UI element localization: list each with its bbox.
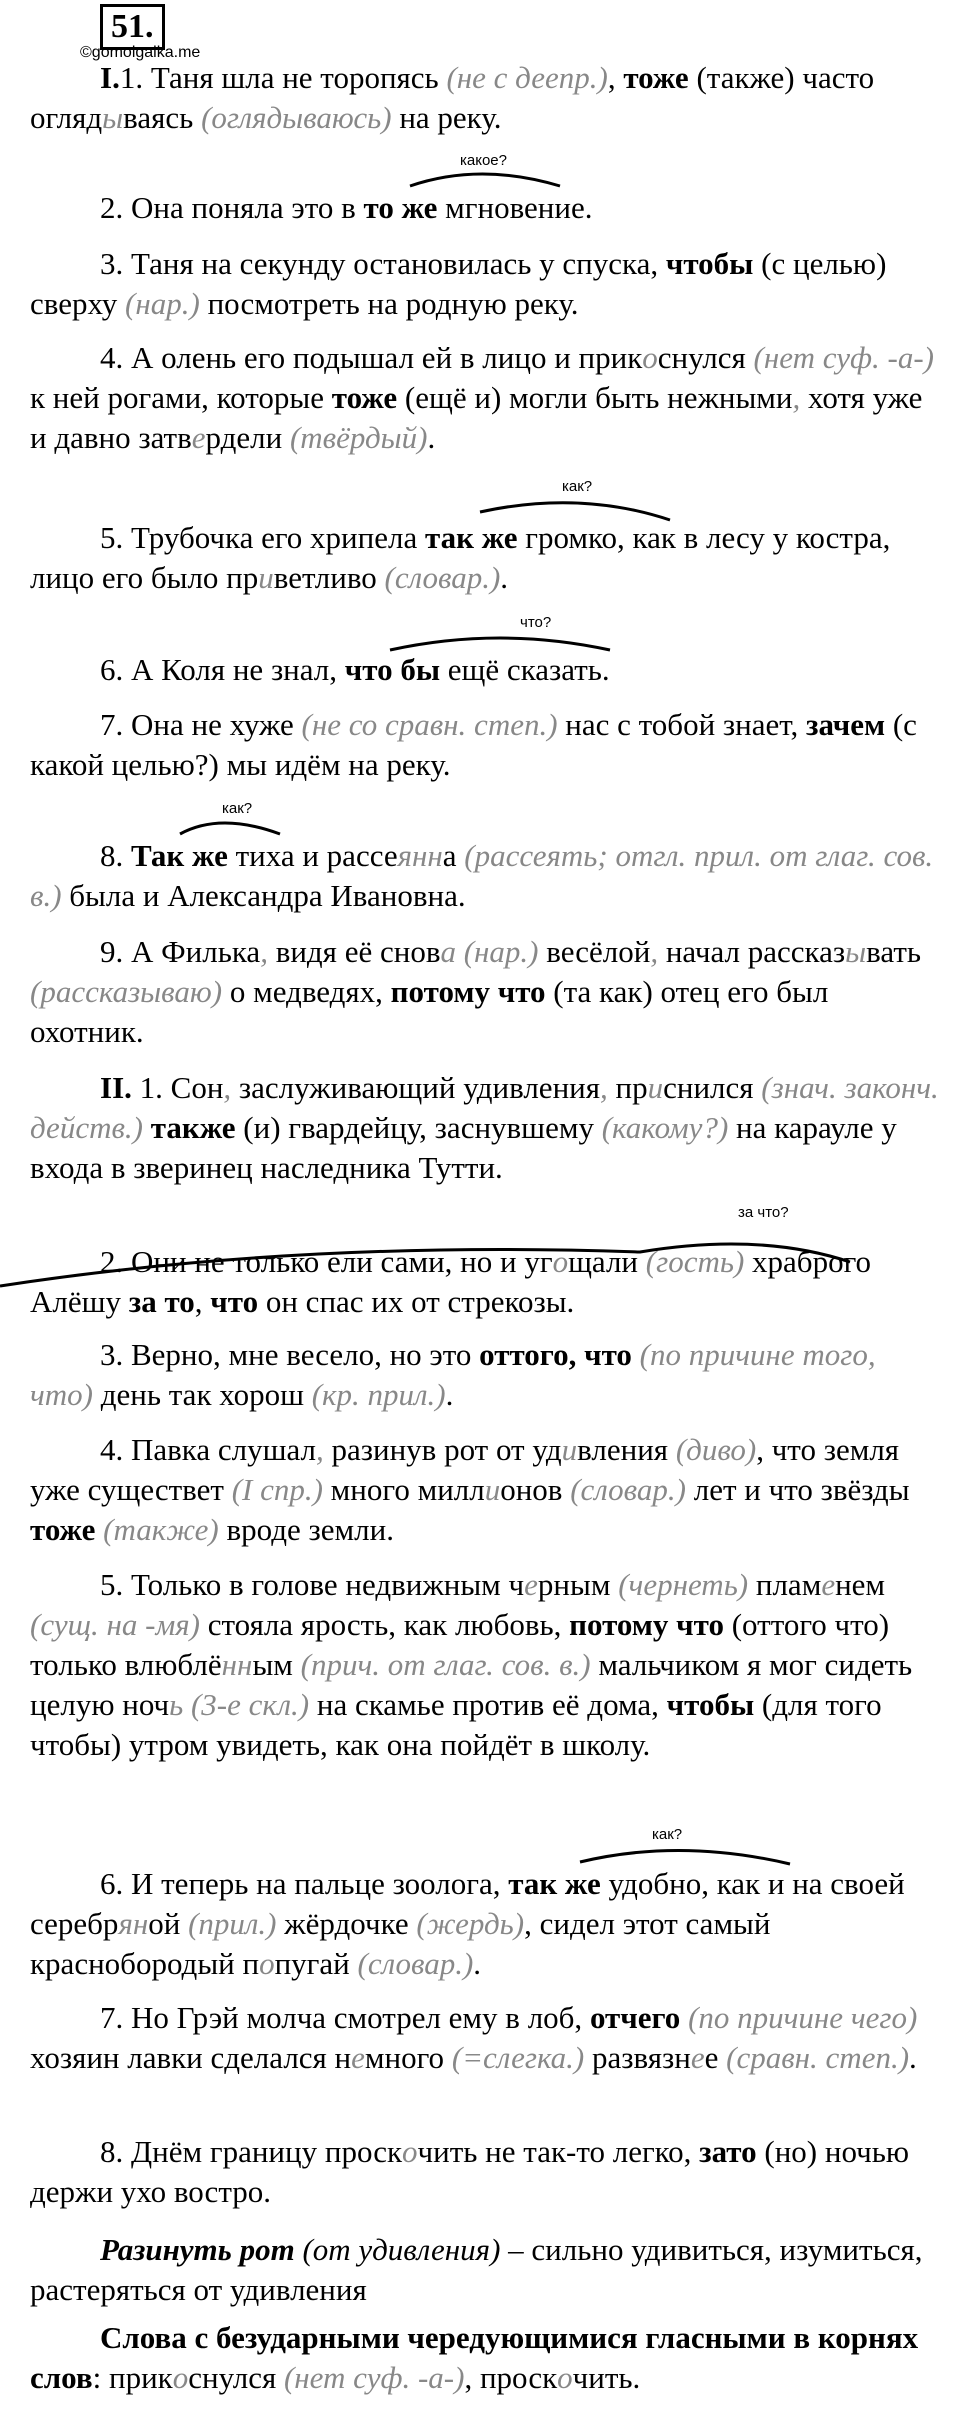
text-run: заслуживающий удивления bbox=[231, 1070, 601, 1105]
text-run: (знач. законч. действ.) bbox=[30, 1070, 939, 1145]
text-run: (3-е скл.) bbox=[190, 1687, 310, 1722]
text-run: ь bbox=[169, 1687, 184, 1722]
text-run: (прил.) bbox=[188, 1906, 277, 1941]
text-run: чить. bbox=[572, 2360, 641, 2395]
text-run: посмотреть на родную реку. bbox=[199, 286, 579, 321]
text-run: была и Александра Ивановна. bbox=[61, 878, 466, 913]
text-run: за то bbox=[128, 1284, 195, 1319]
text-run: (с целью) сверху bbox=[30, 246, 887, 321]
text-run: (кр. прил.) bbox=[311, 1377, 446, 1412]
text-run: , bbox=[260, 934, 268, 969]
text-run: (словар.) bbox=[570, 1472, 686, 1507]
text-run: рдели bbox=[205, 420, 290, 455]
paragraph-7 bbox=[30, 705, 940, 785]
text-run: щали bbox=[568, 1244, 646, 1279]
question-label: какое? bbox=[460, 152, 507, 169]
paragraph-9 bbox=[30, 932, 940, 1052]
text-run: (I спр.) bbox=[231, 1472, 323, 1507]
text-run: так же bbox=[424, 520, 518, 555]
text-run: (твёрдый) bbox=[289, 420, 428, 455]
paragraph-2 bbox=[30, 188, 940, 228]
paragraph-12 bbox=[30, 1335, 940, 1415]
text-run: тоже bbox=[623, 60, 689, 95]
text-run: (не со сравн. степ.) bbox=[301, 707, 558, 742]
text-run: пугай bbox=[274, 1946, 358, 1981]
text-run: на карауле у входа в зверинец наследника Тутти. bbox=[30, 1110, 897, 1185]
text-run: о медведях, bbox=[222, 974, 391, 1009]
text-run: к ней рогами, которые bbox=[30, 380, 332, 415]
text-run: Слова с безударными чередующимися гласными в корнях слов bbox=[30, 2320, 919, 2395]
text-run: 8. bbox=[100, 838, 131, 873]
text-run: , bbox=[194, 1284, 211, 1319]
question-label: как? bbox=[652, 1826, 683, 1843]
text-run: ы bbox=[102, 100, 124, 135]
question-arc bbox=[390, 638, 610, 650]
text-run: (для того чтобы) утром увидеть, как она пойдёт в школу. bbox=[30, 1687, 882, 1762]
text-run: ы bbox=[845, 934, 867, 969]
text-run: громко, как в лесу у костра, лицо его было пр bbox=[30, 520, 891, 595]
text-run: много bbox=[364, 2040, 452, 2075]
watermark: ©gomolgalka.me bbox=[80, 44, 201, 61]
text-run bbox=[224, 1472, 232, 1507]
text-run: хозяин лавки сделался н bbox=[30, 2040, 352, 2075]
text-run: Разинуть рот bbox=[100, 2232, 295, 2267]
question-label: что? bbox=[520, 614, 552, 631]
text-run: : прик bbox=[92, 2360, 173, 2395]
text-run: а bbox=[440, 934, 456, 969]
text-run: о bbox=[259, 1946, 275, 1981]
question-label: как? bbox=[222, 800, 253, 817]
text-run bbox=[632, 1337, 640, 1372]
text-run: чить не так-то легко, bbox=[417, 2134, 700, 2169]
text-run: ян bbox=[118, 1906, 149, 1941]
text-run: на реку. bbox=[391, 100, 502, 135]
text-run: (прич. от глаг. сов. в.) bbox=[300, 1647, 591, 1682]
text-run: онов bbox=[500, 1472, 571, 1507]
text-run: (словар.) bbox=[384, 560, 501, 595]
text-run: мгновение. bbox=[437, 190, 593, 225]
text-run: 5. Трубочка его хрипела bbox=[100, 520, 425, 555]
text-run: (не с деепр.) bbox=[446, 60, 608, 95]
paragraph-17 bbox=[30, 2132, 940, 2212]
text-run bbox=[183, 1687, 191, 1722]
exercise-number: 51. bbox=[100, 4, 165, 50]
text-run: (=слегка.) bbox=[451, 2040, 585, 2075]
text-run: (оттого что) только влюблё bbox=[30, 1607, 890, 1682]
text-run: (сравн. степ.) bbox=[726, 2040, 910, 2075]
text-run bbox=[95, 1512, 103, 1547]
text-run: мальчиком я мог сидеть целую ноч bbox=[30, 1647, 913, 1722]
text-run: так же bbox=[508, 1866, 601, 1901]
text-run: хотя уже и давно затв bbox=[30, 380, 923, 455]
text-run: е bbox=[191, 420, 206, 455]
text-run: , bbox=[600, 1070, 608, 1105]
question-arc bbox=[580, 1850, 790, 1864]
text-run: о bbox=[557, 2360, 573, 2395]
paragraph-15 bbox=[30, 1864, 940, 1984]
paragraph-18 bbox=[30, 2230, 940, 2310]
text-run: (и) гвардейцу, заснувш bbox=[235, 1110, 546, 1145]
question-arc bbox=[180, 823, 280, 834]
text-run: видя её снов bbox=[267, 934, 441, 969]
text-run: нас с тобой знает, bbox=[557, 707, 806, 742]
text-run: е bbox=[704, 2040, 727, 2075]
paragraph-14 bbox=[30, 1565, 940, 1765]
text-run: о bbox=[402, 2134, 418, 2169]
text-run: 7. Она не хуже bbox=[100, 707, 302, 742]
text-run: е bbox=[821, 1567, 836, 1602]
text-run: на скамье против её дома, bbox=[309, 1687, 667, 1722]
text-run: ой bbox=[148, 1906, 189, 1941]
text-run: – сильно удивиться, изумиться, растеряться от удивления bbox=[30, 2232, 923, 2307]
text-run: и bbox=[647, 1070, 664, 1105]
text-run: чтобы bbox=[665, 246, 754, 281]
text-run: Так же bbox=[131, 838, 228, 873]
text-run: стояла ярость, как любовь, bbox=[200, 1607, 570, 1642]
text-run: ваясь bbox=[123, 100, 202, 135]
text-run: . bbox=[473, 1946, 482, 1981]
text-run: потому что bbox=[390, 974, 546, 1009]
question-label: за что? bbox=[738, 1204, 789, 1221]
text-run: янн bbox=[397, 838, 443, 873]
paragraph-11 bbox=[30, 1242, 940, 1322]
paragraph-4 bbox=[30, 338, 940, 458]
text-run: (рассказываю) bbox=[30, 974, 223, 1009]
text-run: снулся bbox=[188, 2360, 284, 2395]
text-run: лет и что звёзды bbox=[686, 1472, 910, 1507]
text-run: жёрдочке bbox=[276, 1906, 417, 1941]
text-run: 5. Только в голове недвижным ч bbox=[100, 1567, 525, 1602]
text-run: 3. Верно, мне весело, но это bbox=[100, 1337, 480, 1372]
text-run: (оглядываюсь) bbox=[201, 100, 392, 135]
text-run: , что земля уже существ bbox=[30, 1432, 900, 1507]
text-run: снулся bbox=[657, 340, 754, 375]
question-arc bbox=[410, 174, 560, 186]
text-run: (диво) bbox=[675, 1432, 757, 1467]
paragraph-3 bbox=[30, 244, 940, 324]
question-label: как? bbox=[562, 478, 593, 495]
paragraph-5 bbox=[30, 518, 940, 598]
text-run: , bbox=[607, 60, 624, 95]
text-run: , bbox=[792, 380, 801, 415]
text-run: то же bbox=[363, 190, 438, 225]
text-run: плам bbox=[748, 1567, 822, 1602]
text-run: (гость) bbox=[645, 1244, 745, 1279]
text-run: (нар.) bbox=[463, 934, 539, 969]
text-run: (с какой целью?) мы идём на реку. bbox=[30, 707, 917, 782]
text-run: (чернеть) bbox=[618, 1567, 749, 1602]
text-run bbox=[594, 1110, 602, 1145]
text-run: (по причине того, что) bbox=[30, 1337, 876, 1412]
text-run: пр bbox=[607, 1070, 648, 1105]
text-run: зачем bbox=[806, 707, 886, 742]
text-run: , bbox=[650, 934, 659, 969]
text-run: о bbox=[552, 1244, 569, 1279]
text-run: е bbox=[351, 2040, 365, 2075]
text-run: и bbox=[484, 1472, 501, 1507]
text-run: что бы bbox=[344, 652, 441, 687]
text-run: удобно, как и на своей серебр bbox=[30, 1866, 905, 1941]
paragraph-1 bbox=[30, 58, 940, 138]
text-run: (сущ. на -мя) bbox=[30, 1607, 201, 1642]
text-run: (по причине чего) bbox=[688, 2000, 918, 2035]
text-run: . bbox=[427, 420, 436, 455]
text-run: 3. Таня на секунду остановилась у спуска, bbox=[100, 246, 666, 281]
text-run: ет bbox=[196, 1472, 224, 1507]
text-run: потому что bbox=[569, 1607, 724, 1642]
text-run: снился bbox=[663, 1070, 762, 1105]
text-run: (также) bbox=[103, 1512, 219, 1547]
text-run: . bbox=[909, 2040, 917, 2075]
text-run: вроде земли. bbox=[218, 1512, 394, 1547]
text-run: о bbox=[172, 2360, 189, 2395]
text-run: (но) ночью держи ухо востро. bbox=[30, 2134, 910, 2209]
text-run: ым bbox=[252, 1647, 301, 1682]
text-run: 6. И теперь на пальце зоолога, bbox=[100, 1866, 509, 1901]
text-run: зато bbox=[699, 2134, 757, 2169]
text-run: , проск bbox=[464, 2360, 558, 2395]
text-run: тиха и рассе bbox=[227, 838, 398, 873]
text-run: 7. Но Грэй молча смотрел ему в лоб, bbox=[100, 2000, 590, 2035]
text-run: (жердь) bbox=[416, 1906, 525, 1941]
text-run bbox=[143, 1110, 151, 1145]
text-run: (рассеять; отгл. прил. от глаг. сов. в.) bbox=[30, 838, 934, 913]
text-run: 4. А олень его подышал ей в лицо и прик bbox=[100, 340, 643, 375]
text-run: что bbox=[210, 1284, 259, 1319]
text-run: е bbox=[690, 2040, 705, 2075]
text-run: . bbox=[500, 560, 509, 595]
text-run: тоже bbox=[30, 1512, 96, 1547]
text-run bbox=[456, 934, 464, 969]
text-run: 1. Таня шла не торопясь bbox=[119, 60, 447, 95]
text-run: нн bbox=[221, 1647, 253, 1682]
paragraph-16 bbox=[30, 1998, 940, 2078]
text-run: ветливо bbox=[273, 560, 385, 595]
paragraph-6 bbox=[30, 650, 940, 690]
text-run: II. bbox=[100, 1070, 132, 1105]
text-run: а bbox=[442, 838, 465, 873]
text-run: (словар.) bbox=[357, 1946, 474, 1981]
paragraph-8 bbox=[30, 836, 940, 916]
text-run: отчего bbox=[589, 2000, 681, 2035]
text-run: также bbox=[150, 1110, 236, 1145]
text-run: ещё сказать. bbox=[440, 652, 610, 687]
text-run bbox=[680, 2000, 688, 2035]
text-run: храброго Алёшу bbox=[30, 1244, 872, 1319]
text-run: вления bbox=[577, 1432, 676, 1467]
text-run: тоже bbox=[331, 380, 398, 415]
text-run: (нет суф. -а-) bbox=[753, 340, 934, 375]
text-run: развязн bbox=[584, 2040, 691, 2075]
text-run: 8. Днём границу проск bbox=[100, 2134, 403, 2169]
text-run: рным bbox=[537, 1567, 619, 1602]
paragraph-13 bbox=[30, 1430, 940, 1550]
text-run: вать bbox=[866, 934, 922, 969]
text-run: , bbox=[223, 1070, 232, 1105]
paragraph-10 bbox=[30, 1068, 940, 1188]
text-run: (от удивления) bbox=[302, 2232, 501, 2267]
text-run: нем bbox=[835, 1567, 886, 1602]
text-run: и bbox=[561, 1432, 578, 1467]
text-run: он спас их от стрекозы. bbox=[258, 1284, 575, 1319]
text-run: 6. А Коля не знал, bbox=[100, 652, 345, 687]
text-run: и bbox=[258, 560, 274, 595]
text-run: о bbox=[642, 340, 658, 375]
text-run: , сидел этот самый краснобородый п bbox=[30, 1906, 771, 1981]
text-run: 1. Сон bbox=[131, 1070, 224, 1105]
text-run: (какому?) bbox=[601, 1110, 729, 1145]
text-run: 9. А Филька bbox=[100, 934, 261, 969]
text-run: ему bbox=[545, 1110, 594, 1145]
text-run: е bbox=[524, 1567, 538, 1602]
text-run: чтобы bbox=[666, 1687, 755, 1722]
text-run: оттого, что bbox=[479, 1337, 632, 1372]
text-run: 4. Павка слушал bbox=[100, 1432, 316, 1467]
text-run: 2. Они не только ели сами, но и уг bbox=[100, 1244, 553, 1279]
text-run: весёлой bbox=[538, 934, 651, 969]
text-run: , bbox=[316, 1432, 324, 1467]
paragraph-19 bbox=[30, 2318, 940, 2398]
text-run: . bbox=[445, 1377, 454, 1412]
text-run: (нар.) bbox=[125, 286, 200, 321]
text-run: 2. Она поняла это в bbox=[100, 190, 364, 225]
text-run: (также) часто огляд bbox=[30, 60, 875, 135]
text-run: (та как) отец его был охотник. bbox=[30, 974, 829, 1049]
text-run: I. bbox=[100, 60, 120, 95]
text-run: (нет суф. -а-) bbox=[283, 2360, 465, 2395]
text-run: начал рассказ bbox=[658, 934, 846, 969]
text-run: день так хорош bbox=[93, 1377, 312, 1412]
text-run: разинув рот от уд bbox=[323, 1432, 562, 1467]
text-run: много милл bbox=[322, 1472, 485, 1507]
text-run: (ещё и) могли быть нежными bbox=[397, 380, 793, 415]
